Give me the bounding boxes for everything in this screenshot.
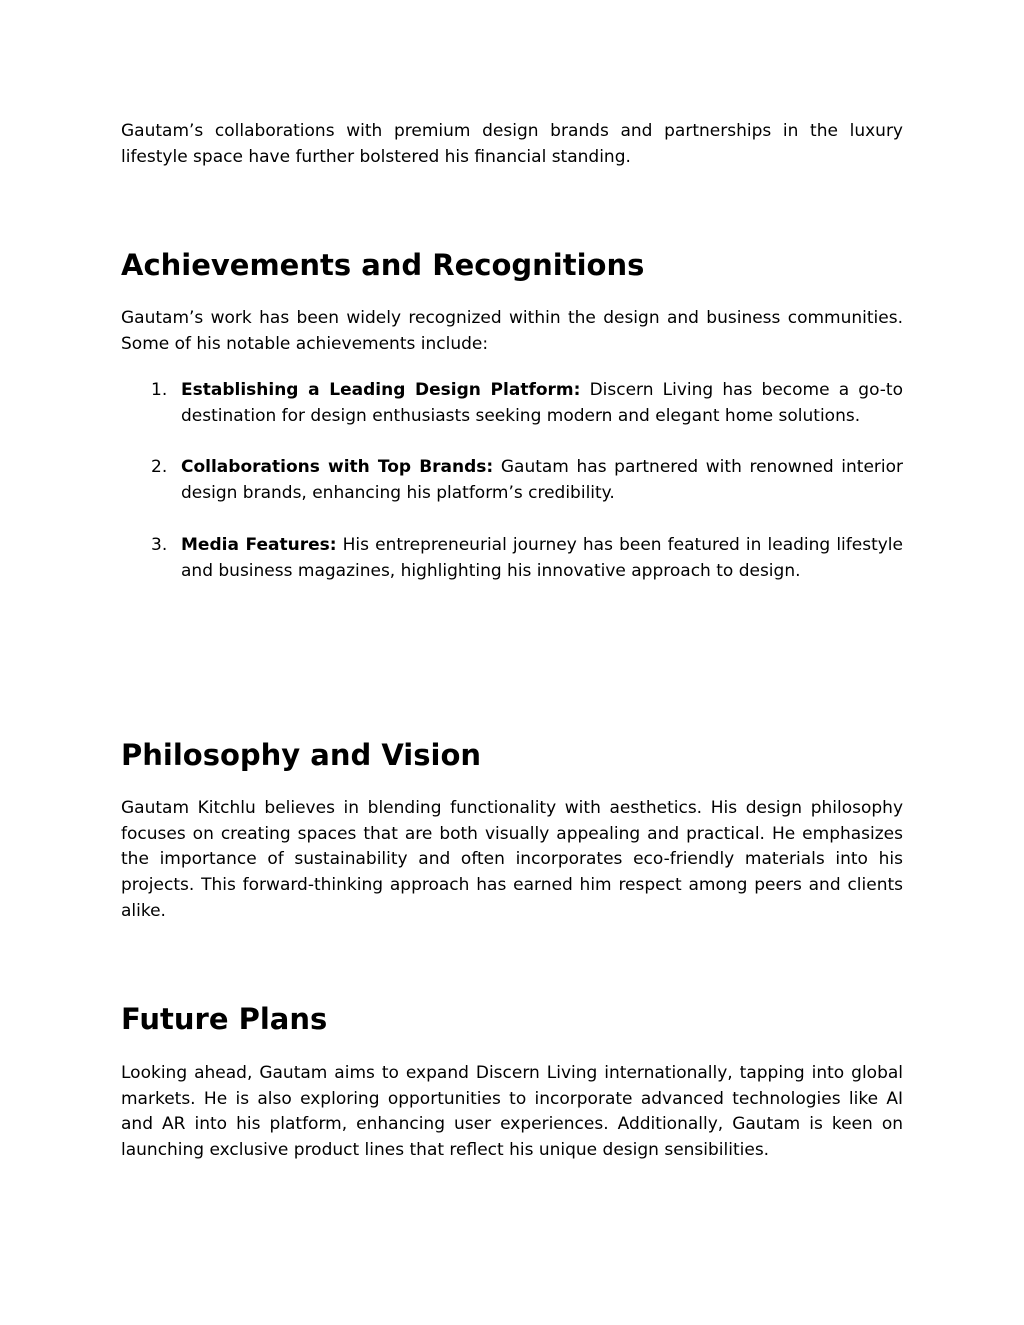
list-item-text: Discern Living has become a go-to destination for design enthusiasts seeking modern and elegant home solutions.: [181, 380, 903, 426]
list-item-text: Gautam has partnered with renowned interior design brands, enhancing his platform’s credibility.: [181, 457, 904, 504]
list-item: [121, 378, 903, 429]
list-item-body: [181, 378, 903, 429]
future-heading: Future Plans: [121, 1002, 328, 1036]
list-item-text: His entrepreneurial journey has been featured in leading lifestyle and business magazines, highlighting his innovative approach to design.: [181, 534, 903, 581]
list-item-body: [181, 455, 903, 506]
intro-paragraph: Gautam’s collaborations with premium design brands and partnerships in the luxury lifestyle space have further bolstered his financial standing.: [121, 121, 903, 167]
list-item-title: Collaborations with Top Brands:: [181, 457, 494, 478]
list-item: [121, 533, 903, 584]
list-item-title: Establishing a Leading Design Platform:: [181, 380, 581, 400]
list-item-number: 3.: [151, 534, 168, 555]
list-item-body: [181, 533, 903, 584]
list-item-number: 1.: [151, 380, 168, 400]
list-item-title: Media Features:: [181, 534, 337, 555]
achievements-intro: Gautam’s work has been widely recognized within the design and business communities. Some of his notable achievements include:: [121, 308, 903, 354]
achievements-heading: Achievements and Recognitions: [121, 248, 645, 282]
list-item-number: 2.: [151, 457, 168, 478]
philosophy-paragraph: Gautam Kitchlu believes in blending functionality with aesthetics. His design philosophy focuses on creating spaces that are both visually appealing and practical. He emphasizes the importance of sustainability and often incorporates eco-friendly materials into his projects. This forward-thinking approach has earned him respect among peers and clients alike.: [121, 798, 903, 921]
philosophy-heading: Philosophy and Vision: [121, 738, 482, 772]
future-paragraph: Looking ahead, Gautam aims to expand Discern Living internationally, tapping into global markets. He is also exploring opportunities to incorporate advanced technologies like AI and AR into his platform, enhancing user experiences. Additionally, Gautam is keen on launching exclusive product lines that reflect his unique design sensibilities.: [121, 1063, 903, 1161]
list-item: [121, 455, 903, 506]
achievements-list: [121, 378, 903, 610]
